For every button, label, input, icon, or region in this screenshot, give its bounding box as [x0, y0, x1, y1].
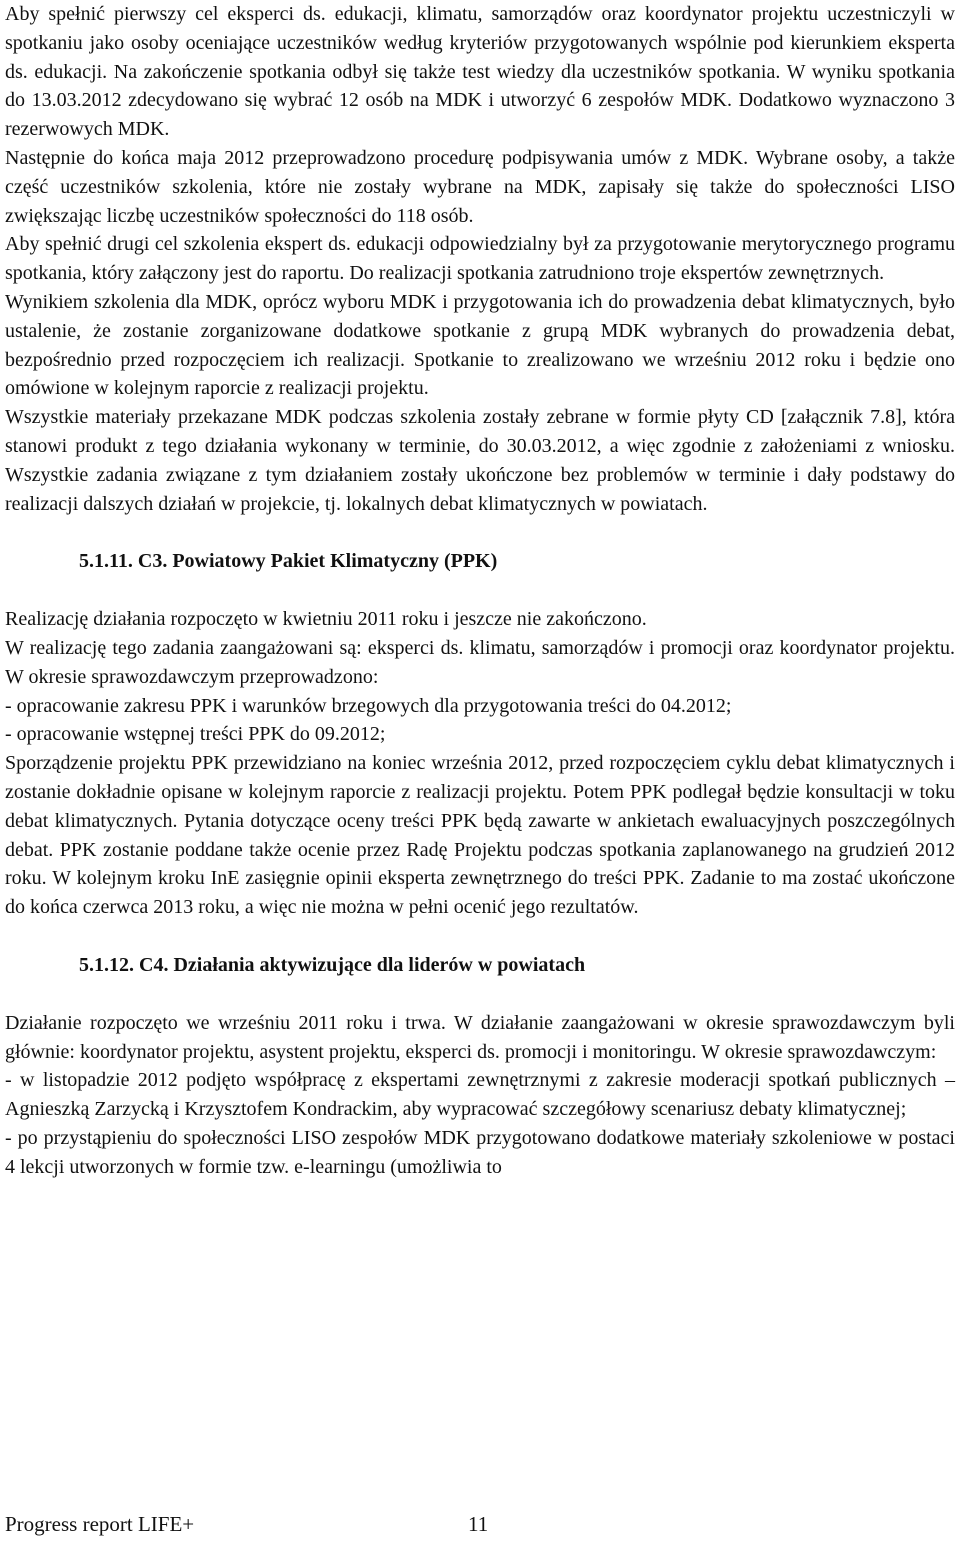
spacer	[5, 922, 955, 951]
document-page	[5, 0, 955, 1181]
paragraph-second-goal: Aby spełnić drugi cel szkolenia ekspert ds. edukacji odpowiedzialny był za przygotowanie merytorycznego programu spotkania, który załączony jest do raportu. Do realizacji spotkania zatrudniono troje ekspertów zewnętrznych.	[5, 233, 955, 285]
paragraph-mdk-selection: Aby spełnić pierwszy cel eksperci ds. edukacji, klimatu, samorządów oraz koordynator projektu uczestniczyli w spotkaniu jako osoby oceniające uczestników według kryteriów przygotowanych wspólnie pod kierunkiem eksperta ds. edukacji. Na zakończenie spotkania odbył się także test wiedzy dla uczestników spotkania. W wyniku spotkania do 13.03.2012 zdecydowano się wybrać 12 osób na MDK i utworzyć 6 zespołów MDK. Dodatkowo wyznaczono 3 rezerwowych MDK.	[5, 3, 955, 141]
paragraph-materials-cd: Wszystkie materiały przekazane MDK podczas szkolenia zostały zebrane w formie płyty CD [załącznik 7.8], która stanowi produkt z tego działania wykonany w terminie, do 30.03.2012, a więc zgodnie z założeniami z wniosku. Wszystkie zadania związane z tym działaniem zostały ukończone bez problemów w terminie i dały podstawy do realizacji dalszych działań w projekcie, tj. lokalnych debat klimatycznych w powiatach.	[5, 406, 955, 515]
page-footer	[5, 1510, 489, 1538]
section-heading-c4: 5.1.12. C4. Działania aktywizujące dla liderów w powiatach	[79, 953, 586, 976]
page-number: 11	[468, 1512, 489, 1536]
paragraph-contracts: Następnie do końca maja 2012 przeprowadzono procedurę podpisywania umów z MDK. Wybrane osoby, a także część uczestników szkolenia, które nie zostały wybrane na MDK, zapisały się także do społeczności LISO zwiększając liczbę uczestników społeczności do 118 osób.	[5, 146, 955, 227]
spacer	[5, 980, 955, 1009]
spacer	[5, 518, 955, 547]
paragraph-c3-start: Realizację działania rozpoczęto w kwietniu 2011 roku i jeszcze nie zakończono.	[5, 608, 647, 631]
footer-report-label: Progress report LIFE+	[5, 1512, 195, 1536]
list-item-c3-draft: - opracowanie wstępnej treści PPK do 09.2012;	[5, 723, 386, 746]
list-item-c4-elearning: - po przystąpieniu do społeczności LISO zespołów MDK przygotowano dodatkowe materiały szkoleniowe w postaci 4 lekcji utworzonych w formie tzw. e-learningu (umożliwia to	[5, 1126, 955, 1178]
paragraph-training-result: Wynikiem szkolenia dla MDK, oprócz wyboru MDK i przygotowania ich do prowadzenia debat klimatycznych, było ustalenie, że zostanie zorganizowane dodatkowe spotkanie z grupą MDK wybranych do prowadzenia debat, bezpośrednio przed rozpoczęciem ich realizacji. Spotkanie to zrealizowano we wrześniu 2012 roku i będzie ono omówione w kolejnym raporcie z realizacji projektu.	[5, 290, 955, 400]
paragraph-c4-start: Działanie rozpoczęto we wrześniu 2011 roku i trwa. W działanie zaangażowani w okresie sprawozdawczym byli głównie: koordynator projektu, asystent projektu, eksperci ds. promocji i monitoringu. W okresie sprawozdawczym:	[5, 1011, 955, 1063]
section-heading-c3: 5.1.11. C3. Powiatowy Pakiet Klimatyczny (PPK)	[79, 550, 498, 573]
paragraph-c3-involved: W realizację tego zadania zaangażowani są: eksperci ds. klimatu, samorządów i promocji oraz koordynator projektu. W okresie sprawozdawczym przeprowadzono:	[5, 636, 955, 688]
list-item-c3-scope: - opracowanie zakresu PPK i warunków brzegowych dla przygotowania treści do 04.2012;	[5, 694, 732, 717]
list-item-c4-moderation: - w listopadzie 2012 podjęto współpracę z ekspertami zewnętrznymi z zakresie moderacji spotkań publicznych – Agnieszką Zarzycką i Krzysztofem Kondrackim, aby wypracować szczegółowy scenariusz debaty klimatycznej;	[5, 1069, 955, 1121]
spacer	[5, 576, 955, 605]
paragraph-c3-plan: Sporządzenie projektu PPK przewidziano na koniec września 2012, przed rozpoczęciem cyklu debat klimatycznych i zostanie dokładnie opisane w kolejnym raporcie z realizacji projektu. Potem PPK podlegał będzie konsultacji w toku debat klimatycznych. Pytania dotyczące oceny treści PPK będą zawarte w ankietach ewaluacyjnych poszczególnych debat. PPK zostanie poddane także ocenie przez Radę Projektu podczas spotkania zaplanowanego na grudzień 2012 roku. W kolejnym kroku InE zasięgnie opinii eksperta zewnętrznego do treści PPK. Zadanie to ma zostać ukończone do końca czerwca 2013 roku, a więc nie można w pełni ocenić jego rezultatów.	[5, 752, 955, 919]
